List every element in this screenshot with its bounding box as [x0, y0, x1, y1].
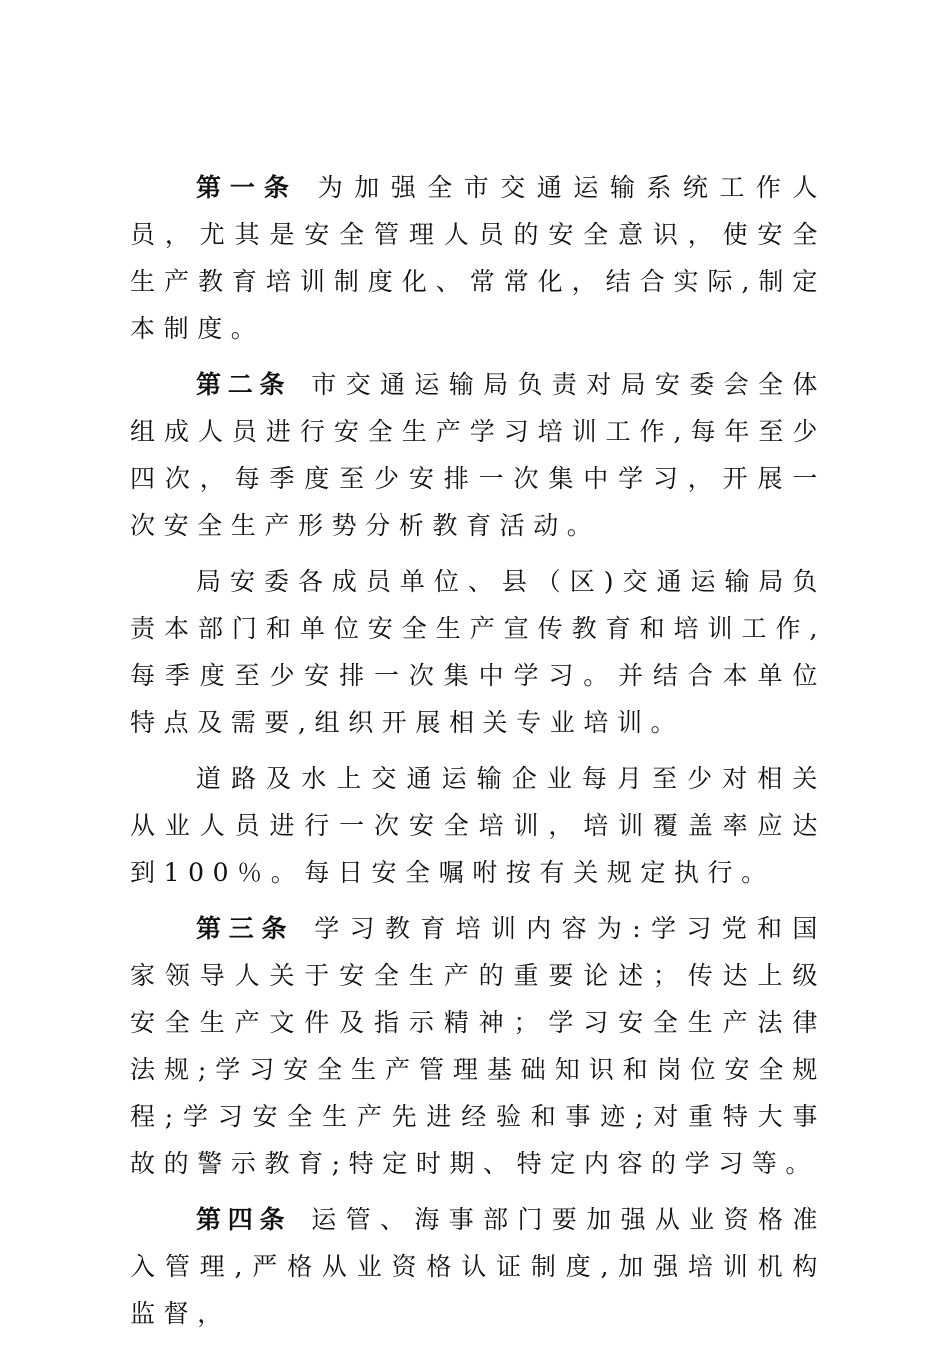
paragraph-text: 为加强全市交通运输系统工作人员，尤其是安全管理人员的安全意识，使安全生产教育培训制度化、常常化，结合实际,制定本制度。: [130, 173, 826, 343]
article-label: 第一条: [196, 173, 298, 202]
article-2-sub-paragraph-2: [130, 755, 826, 896]
article-label: 第二条: [196, 370, 292, 399]
paragraph-text: 市交通运输局负责对局安委会全体组成人员进行安全生产学习培训工作,每年至少四次，每季度至少安排一次集中学习，开展一次安全生产形势分析教育活动。: [130, 370, 826, 540]
article-label: 第四条: [196, 1205, 292, 1234]
article-2-paragraph: [130, 361, 826, 549]
paragraph-text: 道路及水上交通运输企业每月至少对相关从业人员进行一次安全培训，培训覆盖率应达到100％。每日安全嘱咐按有关规定执行。: [130, 764, 826, 887]
paragraph-text: 学习教育培训内容为:学习党和国家领导人关于安全生产的重要论述；传达上级安全生产文件及指示精神；学习安全生产法律法规;学习安全生产管理基础知识和岗位安全规程;学习安全生产先进经验和事迹;对重特大事故的警示教育;特定时期、特定内容的学习等。: [130, 914, 826, 1178]
article-2-sub-paragraph-1: [130, 558, 826, 746]
article-3-paragraph: [130, 905, 826, 1187]
article-4-paragraph: [130, 1196, 826, 1337]
article-1-paragraph: [130, 164, 826, 352]
paragraph-text: 运管、海事部门要加强从业资格准入管理,严格从业资格认证制度,加强培训机构监督，: [130, 1205, 826, 1328]
paragraph-text: 局安委各成员单位、县（区)交通运输局负责本部门和单位安全生产宣传教育和培训工作,每季度至少安排一次集中学习。并结合本单位特点及需要,组织开展相关专业培训。: [130, 567, 826, 737]
document-body: [130, 164, 826, 1346]
article-label: 第三条: [196, 914, 295, 943]
